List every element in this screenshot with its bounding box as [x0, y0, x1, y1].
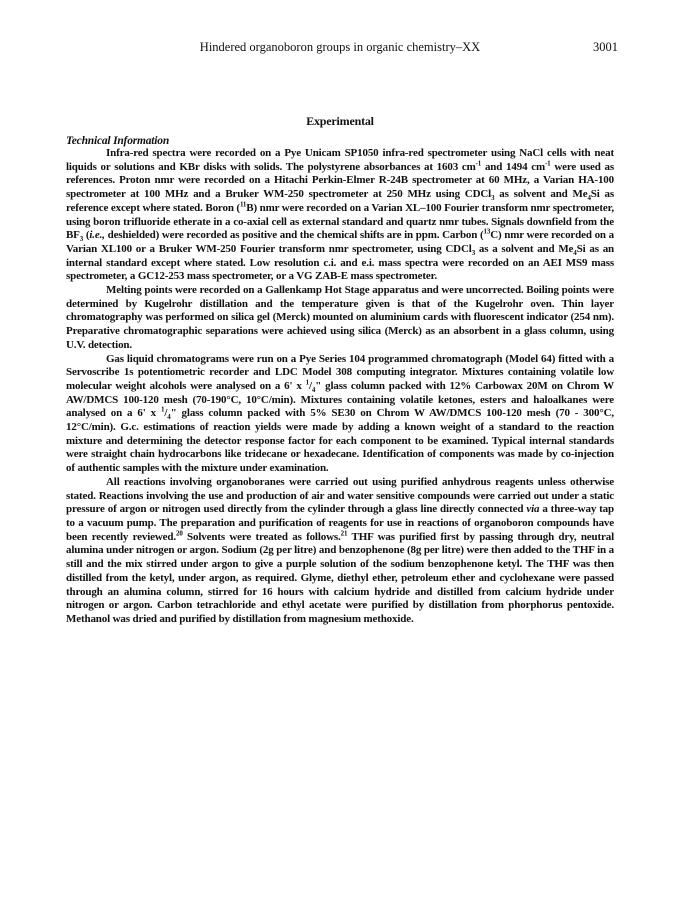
document-page [66, 40, 618, 627]
subscript: 4 [587, 194, 591, 203]
subscript: 4 [311, 386, 316, 395]
superscript: -1 [544, 159, 551, 168]
subscript: 4 [167, 413, 171, 422]
subscript: 3 [79, 235, 84, 244]
page-number: 3001 [593, 40, 618, 54]
superscript: 1 [160, 405, 165, 414]
subscript: 4 [573, 249, 577, 258]
superscript: -1 [475, 159, 482, 168]
superscript: 13 [483, 227, 491, 236]
body-text [66, 147, 614, 627]
paragraph-spectroscopy: Infra-red spectra were recorded on a Pye Unicam SP1050 infra-red spectrometer using NaCl cells with neat liquids or solutions and KBr disks with solids. The polystyrene absorbances at 1603 $cm^{-1}$ and 1494 $cm^{-1}$ were used as references. Proton nmr were recorded on a Hitachi Perkin-Elmer R-24B spectrometer at 60 MHz, a Varian HA-100 spectrometer at 100 MHz and a Bruker WM-250 spectrometer at 250 MHz using CDCl$_3$ as solvent and $Me_4Si$ as reference except where stated. Boron ($^{11}$B) nmr were recorded on a Varian XL–100 Fourier transform nmr spectrometer, using boron trifluoride etherate in a co-axial cell as external standard and quartz nmr tubes. Signals downfield from the $BF_3$ (i.e., deshielded) were recorded as positive and the chemical shifts are in ppm. Carbon ($^{13}$C) nmr were recorded on a Varian XL100 or a Bruker WM-250 Fourier transform nmr spectrometer, using CDCl$_3$ as a solvent and $Me_4Si$ as an internal standard except where stated. Low resolution c.i. and e.i. mass spectra were recorded on an AEI MS9 mass spectrometer, a GC12-253 mass spectrometer, or a VG ZAB-E mass spectrometer. [66, 147, 615, 283]
subsection-heading: Technical Information [66, 135, 170, 147]
paragraph-melting-points: Melting points were recorded on a Gallenkamp Hot Stage apparatus and were uncorrected. Boiling points were determined by Kugelrohr distillation and the temperature given is that of the Kugelrohr oven. Thin layer chromatography was performed on silica gel (Merck) mounted on aluminium cards with fluorescent indicator (254 nm). Preparative chromatographic separations were achieved using silica (Merck) as an absorbent in a glass column, using U.V. detection. [66, 284, 614, 351]
superscript: 21 [340, 529, 348, 538]
paragraph-reaction-conditions: All reactions involving organoboranes were carried out using purified anhydrous reagents unless otherwise stated. Reactions involving the use and production of air and water sensitive compounds were carried out under a static pressure of argon or nitrogen used directly from the cylinder through a glass line directly connected via a three-way tap to a vacuum pump. The preparation and purification of reagents for use in reactions of organoboron compounds have been recently reviewed.$^{20}$ Solvents were treated as follows.$^{21}$ THF was purified first by passing through dry, neutral alumina under nitrogen or argon. Sodium (2g per litre) and benzophenone (8g per litre) were then added to the THF in a still and the mix stirred under argon to give a purple solution of the sodium benzophenone ketyl. The THF was then distilled from the ketyl, under argon, as required. Glyme, diethyl ether, petroleum ether and cyclohexane were passed through an alumina column, stirred for 16 hours with calcium hydride and distilled from calcium hydride under nitrogen or argon. Carbon tetrachloride and ethyl acetate were purified by distillation from phorphorus pentoxide. Methanol was dried and purified by distillation from magnesium methoxide. [66, 475, 614, 625]
superscript: 20 [175, 529, 183, 538]
paragraph-gas-chromatography: Gas liquid chromatograms were run on a Pye Series 104 programmed chromatograph (Model 64) fitted with a Servoscribe 1s potentiometric recorder and LDC Model 308 computing integrator. Mixtures containing volatile low molecular weight alcohols were analysed on a 6' x $^1/_4$" glass column packed with 12% Carbowax 20M on Chrom W AW/DMCS 100-120 mesh (70-190°C, 10°C/min). Mixtures containing volatile ketones, esters and haloalkanes were analysed on a 6' x $^1/_4$" glass column packed with 5% SE30 on Chrom W AW/DMCS 100-120 mesh (70 - 300°C, 12°C/min). G.c. estimations of reaction yields were made by adding a known weight of a standard to the reaction mixture and determining the detector response factor for each component to be examined. Typical internal standards were straight chain hydrocarbons like tridecane or hexadecane. Identification of components was made by co-injection of authentic samples with the mixture under examination. [66, 352, 614, 475]
section-heading: Experimental [306, 114, 374, 128]
running-header [66, 40, 618, 58]
italic-text: via [526, 503, 540, 516]
subscript: 3 [471, 249, 476, 258]
superscript: 1 [305, 378, 309, 387]
running-title: Hindered organoboron groups in organic chemistry–XX [199, 40, 481, 54]
subscript: 3 [491, 194, 495, 203]
italic-text: i.e., [89, 229, 105, 242]
superscript: 11 [239, 200, 247, 209]
